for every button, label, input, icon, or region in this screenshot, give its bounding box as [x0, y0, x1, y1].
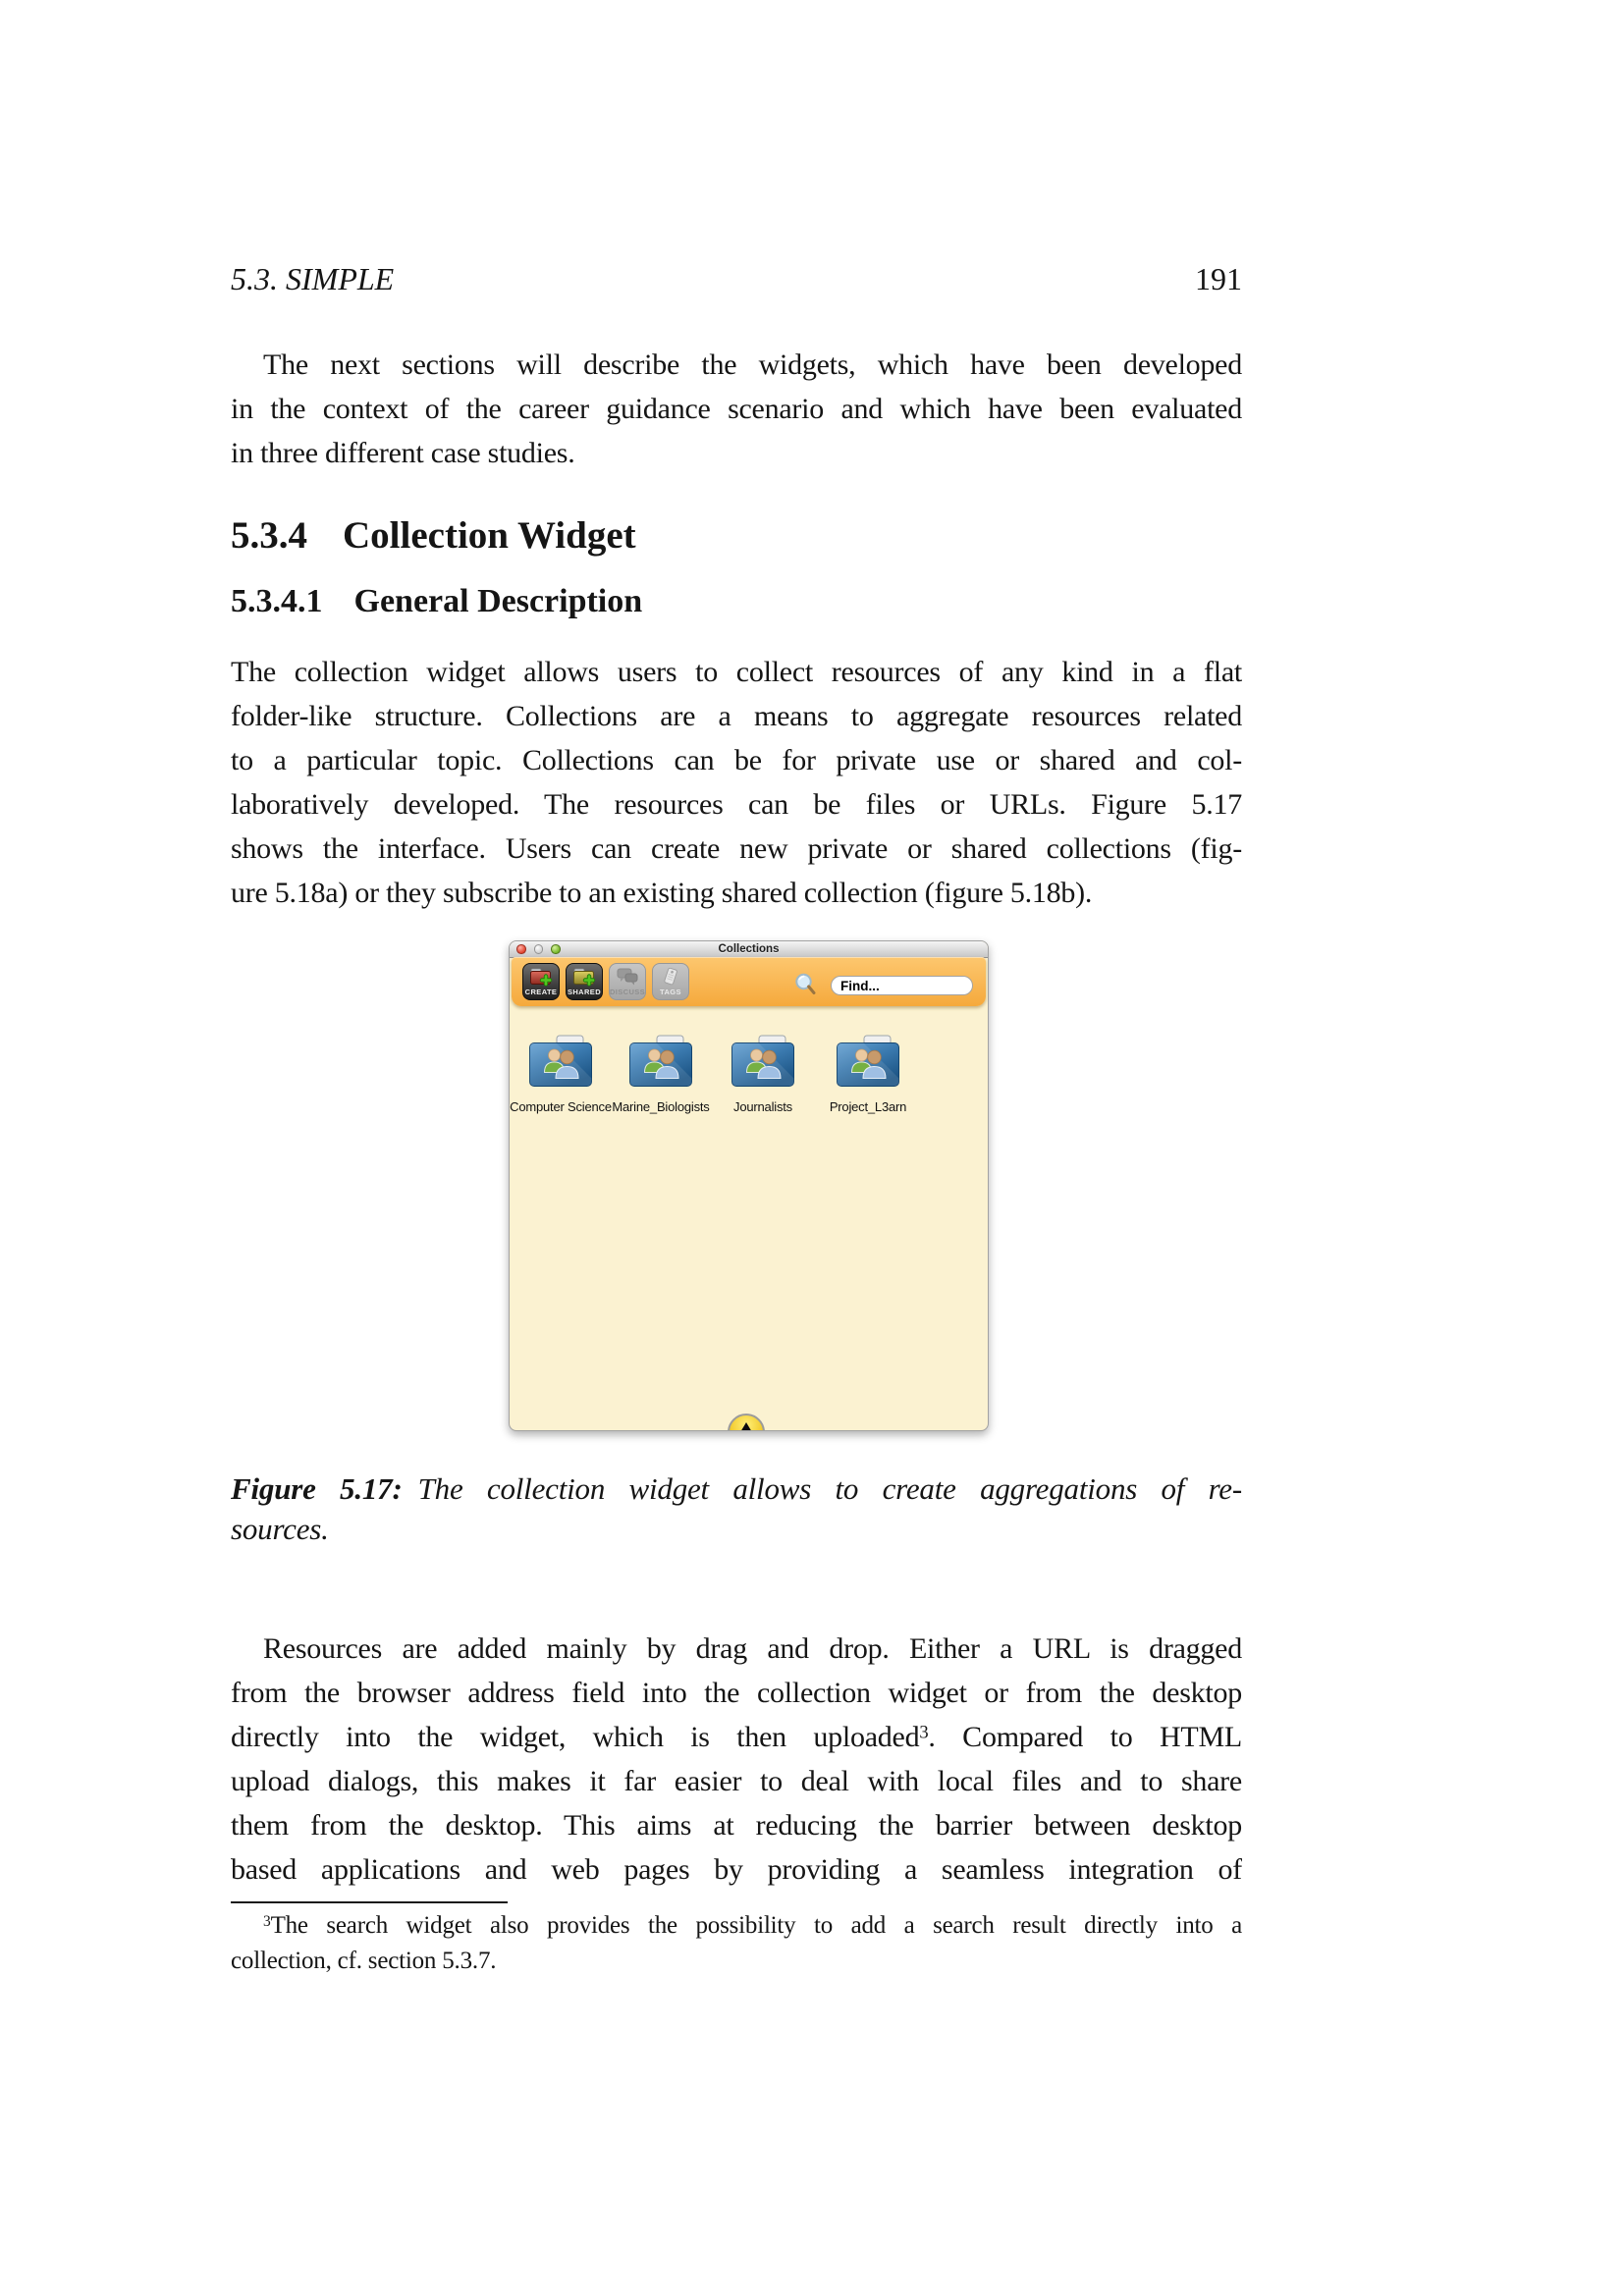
close-button[interactable] — [516, 944, 526, 954]
text-line: based applications and web pages by providing a seamless integration of — [231, 1853, 1242, 1886]
tags-button-label: TAGS — [660, 988, 681, 996]
text-line: in the context of the career guidance scenario and which have been evaluated — [231, 393, 1242, 425]
shared-folder-icon — [629, 1035, 692, 1088]
subsection-title: General Description — [353, 583, 643, 619]
text-segment: directly into the widget, which is then uploaded — [231, 1721, 920, 1753]
page-header — [231, 259, 1242, 298]
zoom-button[interactable] — [551, 944, 561, 954]
subsection-number: 5.3.4.1 — [231, 583, 323, 619]
collection-folder-journalists[interactable] — [709, 1035, 817, 1114]
paragraph-intro — [231, 343, 1242, 475]
figure-caption — [231, 1468, 1242, 1549]
section-title: Collection Widget — [343, 514, 636, 557]
section-number: 5.3.4 — [231, 514, 307, 557]
folder-label: Journalists — [733, 1099, 792, 1114]
text-line: shows the interface. Users can create new private or shared collections (fig- — [231, 832, 1242, 865]
text-line: laboratively developed. The resources can be files or URLs. Figure 5.17 — [231, 788, 1242, 821]
collection-folder-marine-biologists[interactable] — [607, 1035, 715, 1114]
page-number: 191 — [1195, 261, 1242, 296]
search-input[interactable] — [831, 976, 973, 995]
footnote-line: collection, cf. section 5.3.7. — [231, 1948, 497, 1974]
window-titlebar[interactable] — [510, 941, 988, 958]
paragraph-general-description — [231, 650, 1242, 915]
section-heading — [231, 513, 1242, 559]
window-title: Collections — [718, 943, 780, 955]
text-segment: . Compared to HTML — [928, 1721, 1242, 1753]
folder-label: Computer Science — [510, 1099, 612, 1114]
paragraph-drag-drop — [231, 1627, 1242, 1892]
tags-button — [652, 963, 689, 1000]
shared-folder-icon — [837, 1035, 899, 1088]
collections-window — [509, 940, 989, 1431]
running-section-title: 5.3. SIMPLE — [231, 261, 395, 296]
yellow-folder-plus-icon — [572, 967, 596, 987]
text-line: from the browser address field into the collection widget or from the desktop — [231, 1677, 1242, 1709]
collection-folder-project-l3arn[interactable] — [814, 1035, 922, 1114]
shared-button-label: SHARED — [567, 988, 602, 996]
text-line: in three different case studies. — [231, 437, 575, 469]
text-line — [231, 1715, 1242, 1759]
create-collection-button[interactable] — [522, 963, 560, 1000]
folder-label: Project_L3arn — [829, 1099, 907, 1114]
text-line: upload dialogs, this makes it far easier to deal with local files and to share — [231, 1765, 1242, 1797]
caption-line — [231, 1468, 1242, 1509]
speech-bubbles-icon — [616, 967, 639, 987]
footnote-number: 3 — [263, 1913, 271, 1931]
folder-label: Marine_Biologists — [612, 1099, 710, 1114]
shared-folder-icon — [529, 1035, 592, 1088]
text-line: ure 5.18a) or they subscribe to an existing shared collection (figure 5.18b). — [231, 877, 1093, 909]
footnote — [231, 1908, 1242, 1979]
tag-icon — [661, 967, 680, 987]
shared-collection-button[interactable] — [566, 963, 603, 1000]
footnote-line — [231, 1908, 1242, 1944]
text-line: to a particular topic. Collections can be for private use or shared and col- — [231, 744, 1242, 776]
discuss-button — [609, 963, 646, 1000]
footnote-rule — [231, 1901, 508, 1903]
text-line: The next sections will describe the widgets, which have been developed — [263, 348, 1242, 381]
caption-text: The collection widget allows to create aggregations of re- — [417, 1471, 1242, 1506]
magnifier-icon — [793, 972, 819, 997]
scroll-up-button[interactable] — [728, 1414, 765, 1431]
red-folder-plus-icon — [529, 967, 553, 987]
create-button-label: CREATE — [524, 988, 558, 996]
text-line: them from the desktop. This aims at reducing the barrier between desktop — [231, 1809, 1242, 1842]
collection-folder-computer-science[interactable] — [509, 1035, 615, 1114]
footnote-text: The search widget also provides the possibility to add a search result directly into a — [270, 1912, 1242, 1939]
text-line: The collection widget allows users to collect resources of any kind in a flat — [231, 656, 1242, 688]
text-line: folder-like structure. Collections are a means to aggregate resources related — [231, 700, 1242, 732]
window-controls — [516, 944, 561, 954]
subsection-heading — [231, 581, 1242, 622]
text-line: Resources are added mainly by drag and drop. Either a URL is dragged — [263, 1632, 1242, 1665]
minimize-button[interactable] — [534, 944, 544, 954]
shared-folder-icon — [731, 1035, 794, 1088]
up-arrow-icon — [737, 1422, 755, 1431]
discuss-button-label: DISCUSS — [609, 988, 646, 996]
caption-line: sources. — [231, 1512, 329, 1546]
figure-label: Figure 5.17: — [231, 1471, 403, 1506]
footnote-marker: 3 — [919, 1722, 929, 1743]
